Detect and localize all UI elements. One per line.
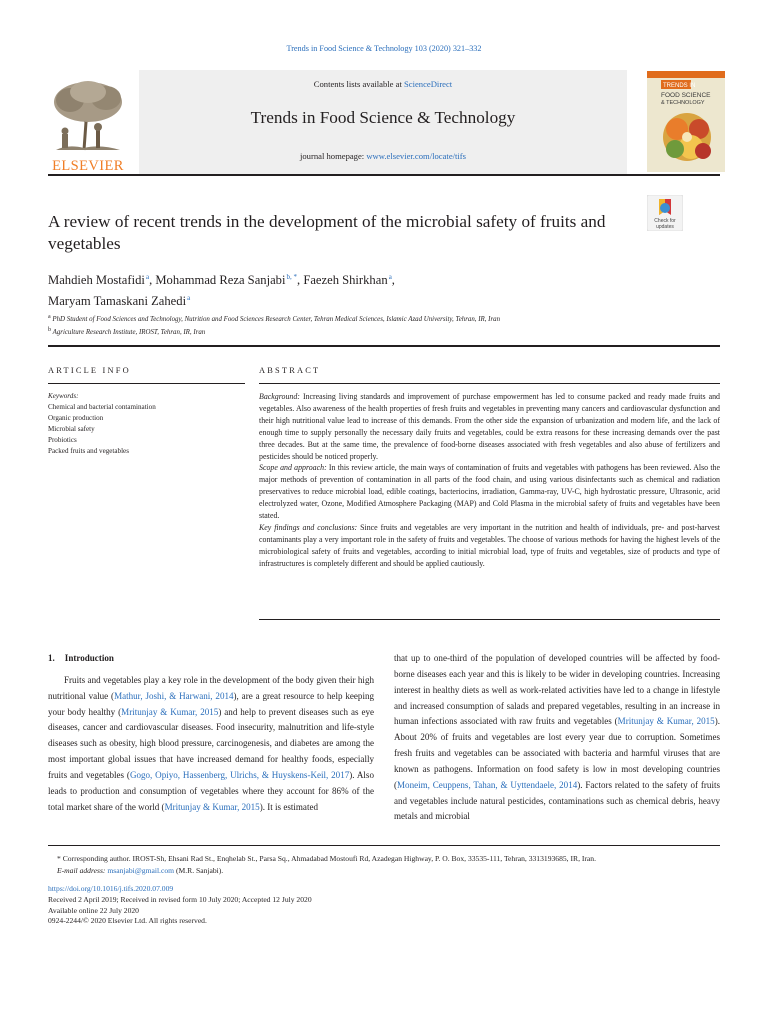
affiliations: [48, 312, 708, 338]
author-name[interactable]: Mahdieh Mostafidi: [48, 273, 145, 287]
email-link[interactable]: msanjabi@gmail.com: [107, 866, 175, 875]
section-number: 1.: [48, 653, 55, 663]
citation-link[interactable]: Mathur, Joshi, & Harwani, 2014: [114, 690, 234, 701]
article-title: A review of recent trends in the development of the microbial safety of fruits and vegetables: [48, 212, 606, 253]
abstract-background: [259, 391, 720, 462]
received-dates: Received 2 April 2019; Received in revised form 10 July 2020; Accepted 12 July 2020: [48, 894, 312, 904]
introduction-paragraph-right: [394, 651, 720, 825]
abstract-body: [259, 391, 720, 570]
keyword-item: Chemical and bacterial contamination: [48, 402, 156, 411]
author-name[interactable]: Mohammad Reza Sanjabi: [155, 273, 286, 287]
email-suffix: (M.R. Sanjabi).: [174, 866, 224, 875]
author-name[interactable]: Maryam Tamaskani Zahedi: [48, 294, 187, 308]
body-text: ). Factors related to the safety of fruits and vegetables include natural pesticides, contaminations such as chemical debris, heavy metals and microbial: [394, 779, 721, 822]
author-name[interactable]: Faezeh Shirkhan: [303, 273, 388, 287]
section-heading-introduction: [48, 651, 374, 667]
section-title: Introduction: [64, 653, 114, 663]
author-affiliation-mark[interactable]: a: [187, 294, 191, 302]
introduction-paragraph-left: [48, 673, 374, 816]
crossmark-line2: updates: [656, 224, 674, 230]
keyword-item: Probiotics: [48, 435, 77, 444]
body-column-left: [48, 651, 374, 815]
journal-homepage-link[interactable]: www.elsevier.com/locate/tifs: [366, 151, 466, 161]
article-info-heading: ARTICLE INFO: [48, 366, 131, 375]
keyword-item: Packed fruits and vegetables: [48, 446, 129, 455]
cover-title-line3: & TECHNOLOGY: [661, 100, 705, 106]
article-info-rule: [48, 383, 245, 384]
copyright-line: 0924-2244/© 2020 Elsevier Ltd. All rights reserved.: [48, 916, 207, 926]
body-text: Fruits and vegetables play a key role in the development of the body given their high nutritional value (: [48, 674, 374, 701]
keywords-block: [48, 391, 248, 456]
abstract-background-label: Background:: [259, 392, 300, 401]
article-metadata: [48, 884, 720, 927]
body-text: ). About 20% of fruits and vegetables are lost every year due to corruption. Sometimes fresh fruits and vegetables can be associated with bacteria and harmful viruses that are known as pathogens. Information on food safety is low in most developing countries (: [394, 716, 720, 790]
sciencedirect-link[interactable]: ScienceDirect: [404, 79, 453, 89]
citation-link[interactable]: Gogo, Opiyo, Hassenberg, Ulrichs, & Huyskens-Keil, 2017: [129, 769, 350, 780]
affiliation-item: [48, 312, 708, 325]
affiliation-item: [48, 325, 708, 338]
abstract-heading: ABSTRACT: [259, 366, 321, 375]
affiliation-mark: b: [48, 327, 51, 333]
journal-cover-art: [647, 71, 725, 172]
abstract-findings-text: Since fruits and vegetables are very important in the nutrition and health of individuals, pre- and post-harvest contaminants play a very important role in the safety of fruits and vegetables. The choose of various methods for having the highest levels of the microbiological safety of fruits and vegetables, according to initial microbial load, type of fruits and vegetables, size of products and type of infrastructures is completely different and should be applied cautiously.: [259, 522, 720, 568]
crossmark-line1: Check for: [654, 218, 676, 224]
body-text: ). Also leads to production and consumption of vegetables where they account for 86% of the total market share of the world (: [48, 769, 374, 812]
contents-line: [139, 79, 627, 89]
abstract-scope: [259, 462, 720, 522]
check-for-updates-icon: [647, 195, 683, 231]
abstract-rule: [259, 383, 720, 384]
affiliation-text: PhD Student of Food Sciences and Technology, Nutrition and Food Sciences Research Center, Tehran Medical Sciences, Islamic Azad University, Tehran, IR, Iran: [52, 316, 501, 323]
email-line: [48, 865, 720, 877]
footnote-rule: [48, 845, 720, 846]
homepage-line: [139, 151, 627, 161]
online-date: Available online 22 July 2020: [48, 905, 139, 915]
keyword-item: Microbial safety: [48, 424, 95, 433]
crossmark-badge[interactable]: [647, 195, 683, 231]
author-affiliation-mark[interactable]: a: [145, 273, 150, 281]
journal-title: Trends in Food Science & Technology: [250, 108, 516, 127]
homepage-prefix: journal homepage:: [299, 151, 367, 161]
abstract-findings-label: Key findings and conclusions:: [259, 522, 358, 532]
abstract-bottom-rule: [259, 619, 720, 620]
journal-masthead: [48, 70, 725, 174]
contents-prefix: Contents lists available at: [313, 79, 404, 89]
doi-link[interactable]: https://doi.org/10.1016/j.tifs.2020.07.009: [48, 884, 174, 893]
abstract-background-text: Increasing living standards and improvement of purchase empowerment has led to consume packed and ready made fruits and vegetables. Also awareness of the health properties of fresh fruits and vegetables in preventing many cancers and cardiovascular dysfunction and their high nutritional value lead to increase of this demands. From the other side the expansion of urbanization and modern life, and the lack of enough time to supply personally the necessary daily fruits and vegetables, could be extra reasons for these increasing demands over the past three decades. But at the same time, the prevalence of food-borne diseases associated with fresh vegetables and also abuse of fertilizers and pesticides should be noticed properly.: [259, 392, 720, 461]
affiliation-mark: a: [48, 314, 51, 320]
citation-link[interactable]: Mritunjay & Kumar, 2015: [617, 716, 715, 727]
citation-link[interactable]: Mritunjay & Kumar, 2015: [164, 801, 260, 812]
body-text: ) and help to prevent diseases such as eye diseases, cancer and cardiovascular diseases. Food insecurity, malnutrition and life-style diseases such as obesity, high blood pressure, carcinogenesis, and diabetes are among the most important global issues that have increased demand for healthy foods, especially fruits and vegetables (: [48, 706, 375, 780]
body-column-right: [394, 651, 720, 825]
body-text: that up to one-third of the population of developed countries will be affected by food-borne diseases each year and this is likely to be wider in developing countries. Increasing interest in healthy diets as well as work-related activities have led to a change in lifestyle and increased consumption of salads and prepared vegetables, resulting in an increase in human infections associated with raw fruits and vegetables (: [394, 653, 720, 727]
running-head[interactable]: Trends in Food Science & Technology 103 (2020) 321–332: [286, 44, 482, 53]
email-label: E-mail address:: [57, 866, 106, 875]
corresponding-author-note: * Corresponding author. IROST-Sh, Ehsani Rad St., Enqhelab St., Parsa Sq., Ahmadabad Mostoufi Rd, Azadegan Highway, P. O. Box, 33535-111, Tehran, 3313193685, IR, Iran.: [57, 854, 596, 863]
keyword-item: Organic production: [48, 413, 104, 422]
masthead-rule: [48, 174, 720, 176]
citation-link[interactable]: Mritunjay & Kumar, 2015: [121, 706, 219, 717]
author-affiliation-mark[interactable]: a: [388, 273, 392, 281]
affiliation-text: Agriculture Research Institute, IROST, Tehran, IR, Iran: [52, 329, 206, 336]
journal-cover-image[interactable]: [647, 71, 725, 172]
footnotes: [48, 853, 720, 927]
elsevier-tree-icon: [48, 78, 128, 152]
citation-link[interactable]: Moneim, Ceuppens, Tahan, & Uyttendaele, 2014: [397, 779, 578, 790]
abstract-scope-text: In this review article, the main ways of contamination of fruits and vegetables with pathogens has been reviewed. Also the major methods of prevention of contamination in all parts of the food chain, and using various disinfectants such as chemical and radiation preservatives to reduce microbial load, edible coatings, bacteriocins, irradiation, Gamma-ray, UV-C, high hydrostatic pressure, Ultrasonic, acid electrolyzed water, Ozone, Modified Atmosphere Packaging (MAP) and Cold Plasma in the microbial safety of fruits and vegetables have been stated.: [259, 463, 720, 521]
section-rule: [48, 345, 720, 347]
masthead-banner: [139, 70, 627, 174]
author-affiliation-mark[interactable]: b, *: [286, 273, 298, 281]
cover-title-line2: FOOD SCIENCE: [661, 92, 711, 99]
abstract-scope-label: Scope and approach:: [259, 463, 327, 473]
abstract-findings: [259, 522, 720, 570]
body-text: ). It is estimated: [259, 801, 318, 812]
author-list: Mahdieh Mostafidi $^a$, Mohammad Reza Sanjabi $^{b, *}$, Faezeh Shirkhan $^a$, Maryam Tamaskani Zahedi $^a$: [48, 273, 395, 308]
body-text: ), are a great resource to help keeping your body healthy (: [48, 690, 375, 717]
cover-title-line1: TRENDS IN: [663, 83, 696, 89]
publisher-name: ELSEVIER: [52, 158, 124, 174]
keywords-label: Keywords:: [48, 392, 79, 400]
publisher-logo[interactable]: [48, 78, 128, 174]
